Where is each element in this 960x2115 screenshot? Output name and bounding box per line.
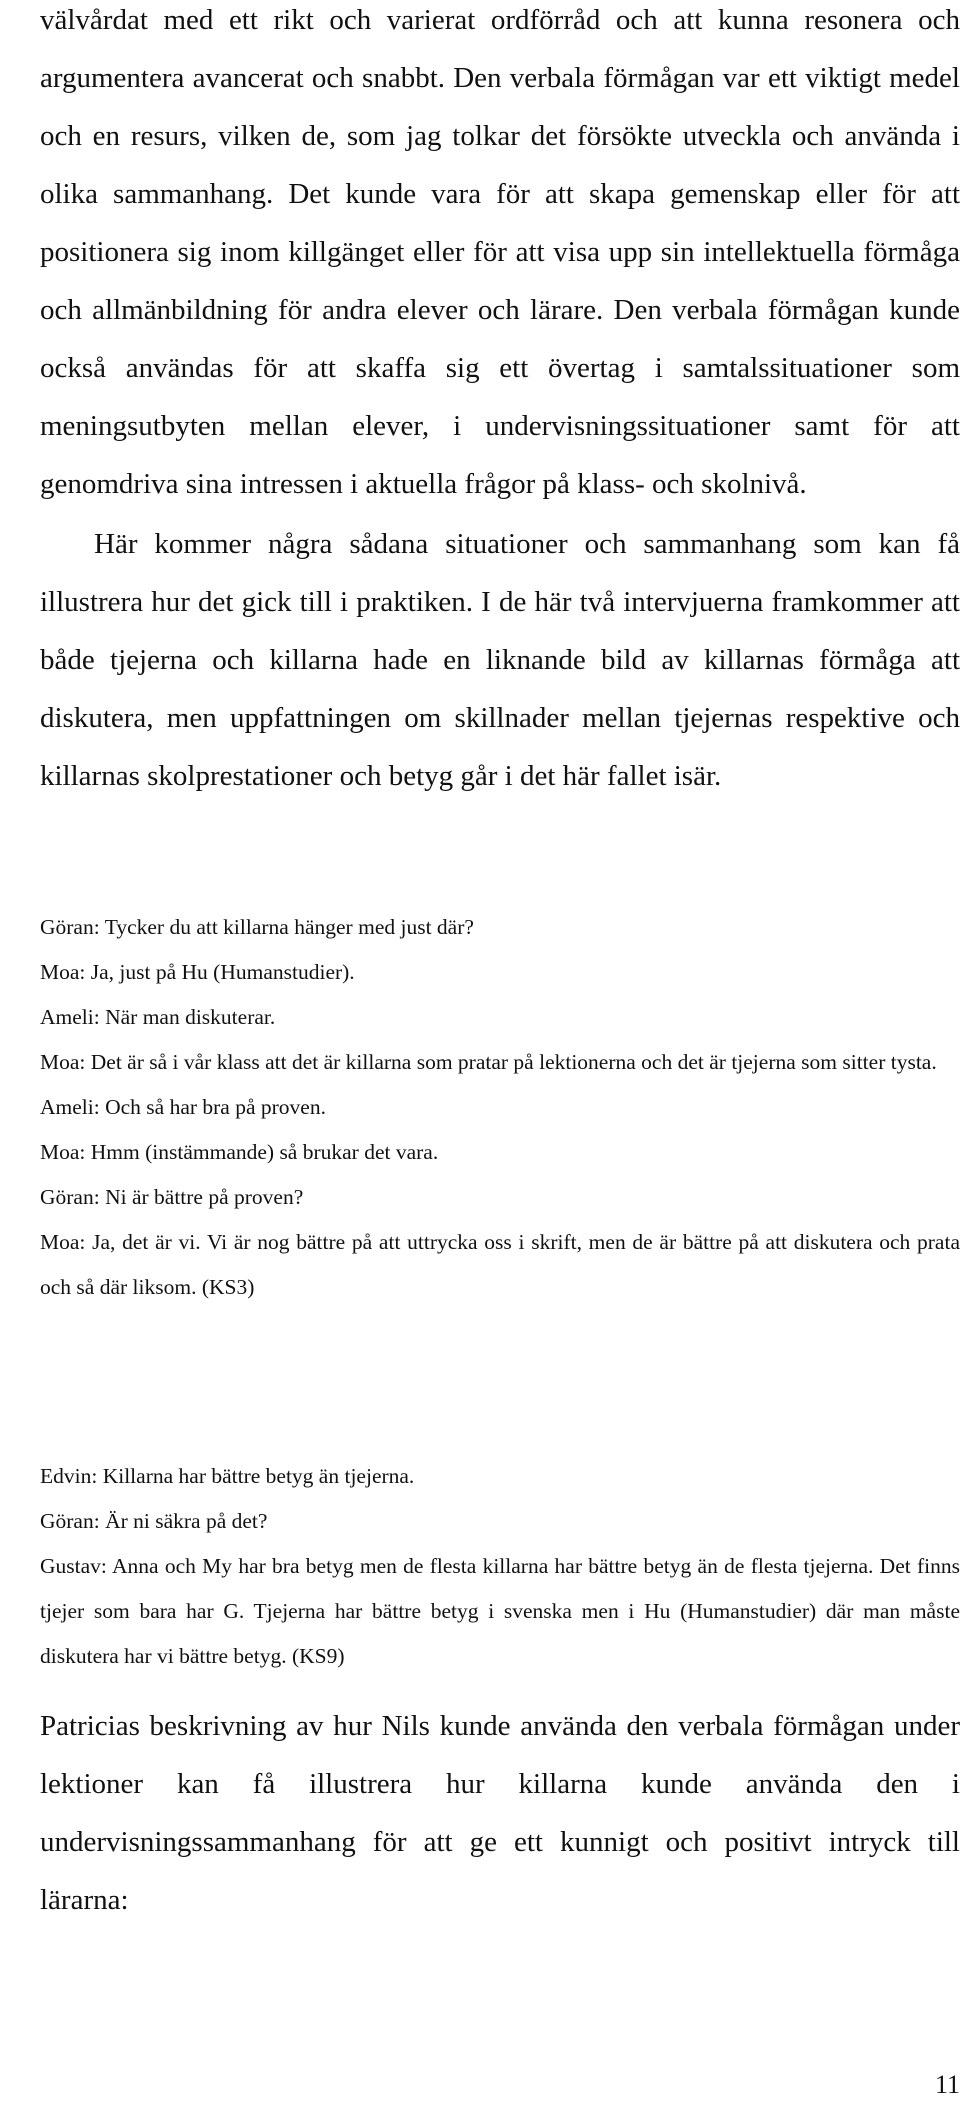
- dialogue-line: Moa: Ja, just på Hu (Humanstudier).: [40, 960, 355, 984]
- paragraph-situations-intro: Här kommer några sådana situationer och sammanhang som kan få illustrera hur det gick till i praktiken. I de här två intervjuerna framkommer att både tjejerna och killarna hade en liknande bild av killarnas förmåga att diskutera, men uppfattningen om skillnader mellan tjejernas respektive och killarnas skolprestationer och betyg går i det här fallet isär.: [40, 528, 960, 792]
- dialogue-line: Ameli: När man diskuterar.: [40, 1005, 276, 1029]
- paragraph-patricia-nils: Patricias beskrivning av hur Nils kunde använda den verbala förmågan under lektioner kan få illustrera hur killarna kunde använda den i undervisningssammanhang för att ge ett kunnigt och positivt intryck till lärarna:: [40, 1710, 960, 1916]
- dialogue-line: Göran: Ni är bättre på proven?: [40, 1185, 304, 1209]
- interview-excerpt-ks9: [40, 1454, 960, 1679]
- page-number: 11: [934, 2070, 960, 2099]
- interview-excerpt-ks3: [40, 905, 960, 1310]
- dialogue-line: Moa: Ja, det är vi. Vi är nog bättre på att uttrycka oss i skrift, men de är bättre på att diskutera och prata och så där liksom. (KS3): [40, 1230, 960, 1299]
- dialogue-line: Gustav: Anna och My har bra betyg men de flesta killarna har bättre betyg än de flesta tjejerna. Det finns tjejer som bara har G. Tjejerna har bättre betyg i svenska men i Hu (Humanstudier) där man måste diskutera har vi bättre betyg. (KS9): [40, 1554, 960, 1668]
- dialogue-line: Ameli: Och så har bra på proven.: [40, 1095, 326, 1119]
- dialogue-line: Göran: Tycker du att killarna hänger med just där?: [40, 915, 474, 939]
- dialogue-line: Edvin: Killarna har bättre betyg än tjejerna.: [40, 1464, 415, 1488]
- dialogue-line: Moa: Det är så i vår klass att det är killarna som pratar på lektionerna och det är tjejerna som sitter tysta.: [40, 1050, 937, 1074]
- dialogue-line: Göran: Är ni säkra på det?: [40, 1509, 268, 1533]
- paragraph-verbal-ability: välvårdat med ett rikt och varierat ordförråd och att kunna resonera och argumentera avancerat och snabbt. Den verbala förmågan var ett viktigt medel och en resurs, vilken de, som jag tolkar det försökte utveckla och använda i olika sammanhang. Det kunde vara för att skapa gemenskap eller för att positionera sig inom killgänget eller för att visa upp sin intellektuella förmåga och allmänbildning för andra elever och lärare. Den verbala förmågan kunde också användas för att skaffa sig ett övertag i samtalssituationer som meningsutbyten mellan elever, i undervisningssituationer samt för att genomdriva sina intressen i aktuella frågor på klass- och skolnivå.: [40, 4, 960, 500]
- dialogue-line: Moa: Hmm (instämmande) så brukar det vara.: [40, 1140, 439, 1164]
